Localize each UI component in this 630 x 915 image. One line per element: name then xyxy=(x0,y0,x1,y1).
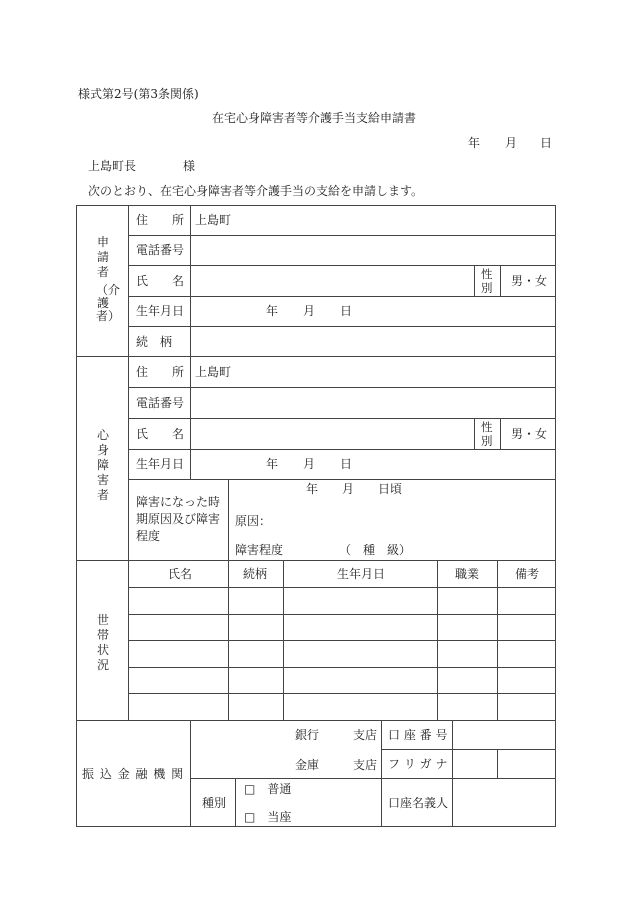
account-number-field[interactable] xyxy=(453,721,555,748)
date-year-label: 年 xyxy=(468,136,481,150)
applicant-phone-field[interactable] xyxy=(191,236,554,264)
disabled-address-value[interactable]: 上島町 xyxy=(195,365,232,379)
applicant-relation-field[interactable] xyxy=(191,327,554,355)
account-type-current[interactable]: □ 当座 xyxy=(244,810,292,824)
credit-union-label: 金庫 xyxy=(295,758,320,772)
onset-label-line-1: 障害になった時 xyxy=(136,495,221,509)
furigana-field[interactable] xyxy=(453,750,496,777)
date-month-label: 月 xyxy=(505,136,518,150)
applicant-dob-day: 日 xyxy=(340,304,353,318)
disabled-section-label: 心身障害者 xyxy=(96,428,109,502)
date-day-label: 日 xyxy=(540,136,553,150)
applicant-phone-label: 電話番号 xyxy=(136,243,185,257)
credit-union-branch-label: 支店 xyxy=(353,758,378,772)
disabled-sex-label-2: 別 xyxy=(481,434,493,448)
applicant-dob-year: 年 xyxy=(266,304,279,318)
household-row[interactable] xyxy=(129,588,555,613)
disabled-sex-label-1: 性 xyxy=(481,420,493,434)
disabled-dob-label: 生年月日 xyxy=(136,457,185,471)
applicant-name-label: 氏 名 xyxy=(136,274,185,288)
disabled-phone-label: 電話番号 xyxy=(136,396,185,410)
account-holder-field[interactable] xyxy=(453,779,555,825)
addressee-honorific: 様 xyxy=(183,159,196,173)
degree-class: （ 種 級） xyxy=(339,543,412,557)
onset-label-line-2: 期原因及び障害 xyxy=(136,512,221,526)
onset-year: 年 xyxy=(306,482,319,496)
applicant-section-sublabel: （介護者） xyxy=(96,283,121,323)
household-col-remarks: 備考 xyxy=(515,567,540,581)
applicant-relation-label: 続 柄 xyxy=(136,335,173,349)
disabled-name-field[interactable] xyxy=(191,419,473,448)
applicant-address-label: 住 所 xyxy=(136,213,185,227)
applicant-section-label: 申請者 xyxy=(96,235,109,279)
account-type-ordinary[interactable]: □ 普通 xyxy=(244,782,292,796)
disabled-phone-field[interactable] xyxy=(191,388,554,417)
form-number: 様式第2号(第3条関係) xyxy=(78,87,199,101)
applicant-dob-month: 月 xyxy=(303,304,316,318)
onset-month: 月 xyxy=(342,482,355,496)
applicant-address-value[interactable]: 上島町 xyxy=(195,213,232,227)
disabled-address-field[interactable] xyxy=(236,357,554,386)
account-type-label: 種別 xyxy=(202,796,227,810)
disabled-address-label: 住 所 xyxy=(136,365,185,379)
bank-branch-label: 支店 xyxy=(353,728,378,742)
household-col-relation: 続柄 xyxy=(243,567,268,581)
household-row[interactable] xyxy=(129,615,555,639)
form-title: 在宅心身障害者等介護手当支給申請書 xyxy=(212,111,417,125)
account-holder-label: 口座名義人 xyxy=(388,796,449,810)
bank-label: 銀行 xyxy=(295,728,320,742)
degree-label: 障害程度 xyxy=(235,543,284,557)
household-col-name: 氏名 xyxy=(168,567,193,581)
disabled-dob-year: 年 xyxy=(266,457,279,471)
disabled-dob-day: 日 xyxy=(340,457,353,471)
bank-section-label: 振 込 金 融 機 関 xyxy=(82,767,185,781)
onset-day: 日頃 xyxy=(378,482,403,496)
onset-label-line-3: 程度 xyxy=(136,529,161,543)
cause-field[interactable] xyxy=(280,509,554,533)
account-number-label: 口 座 番 号 xyxy=(388,728,448,742)
applicant-sex-label-1: 性 xyxy=(481,267,493,281)
household-row[interactable] xyxy=(129,641,555,666)
disabled-dob-month: 月 xyxy=(303,457,316,471)
household-col-dob: 生年月日 xyxy=(337,567,386,581)
applicant-sex-value[interactable]: 男・女 xyxy=(511,274,548,288)
bank-name-field[interactable] xyxy=(191,721,291,748)
disabled-sex-value[interactable]: 男・女 xyxy=(511,427,548,441)
furigana-label: フ リ ガ ナ xyxy=(388,757,448,771)
household-row[interactable] xyxy=(129,694,555,719)
applicant-dob-label: 生年月日 xyxy=(136,304,185,318)
disabled-name-label: 氏 名 xyxy=(136,427,185,441)
household-section-label: 世帯状況 xyxy=(96,613,109,672)
applicant-sex-label-2: 別 xyxy=(481,281,493,295)
household-col-occupation: 職業 xyxy=(455,567,480,581)
cause-label: 原因： xyxy=(235,514,272,528)
intro-text: 次のとおり、在宅心身障害者等介護手当の支給を申請します。 xyxy=(88,184,424,198)
addressee: 上島町長 xyxy=(88,159,137,173)
household-row[interactable] xyxy=(129,668,555,692)
applicant-name-field[interactable] xyxy=(191,266,473,295)
applicant-address-field[interactable] xyxy=(236,206,554,234)
